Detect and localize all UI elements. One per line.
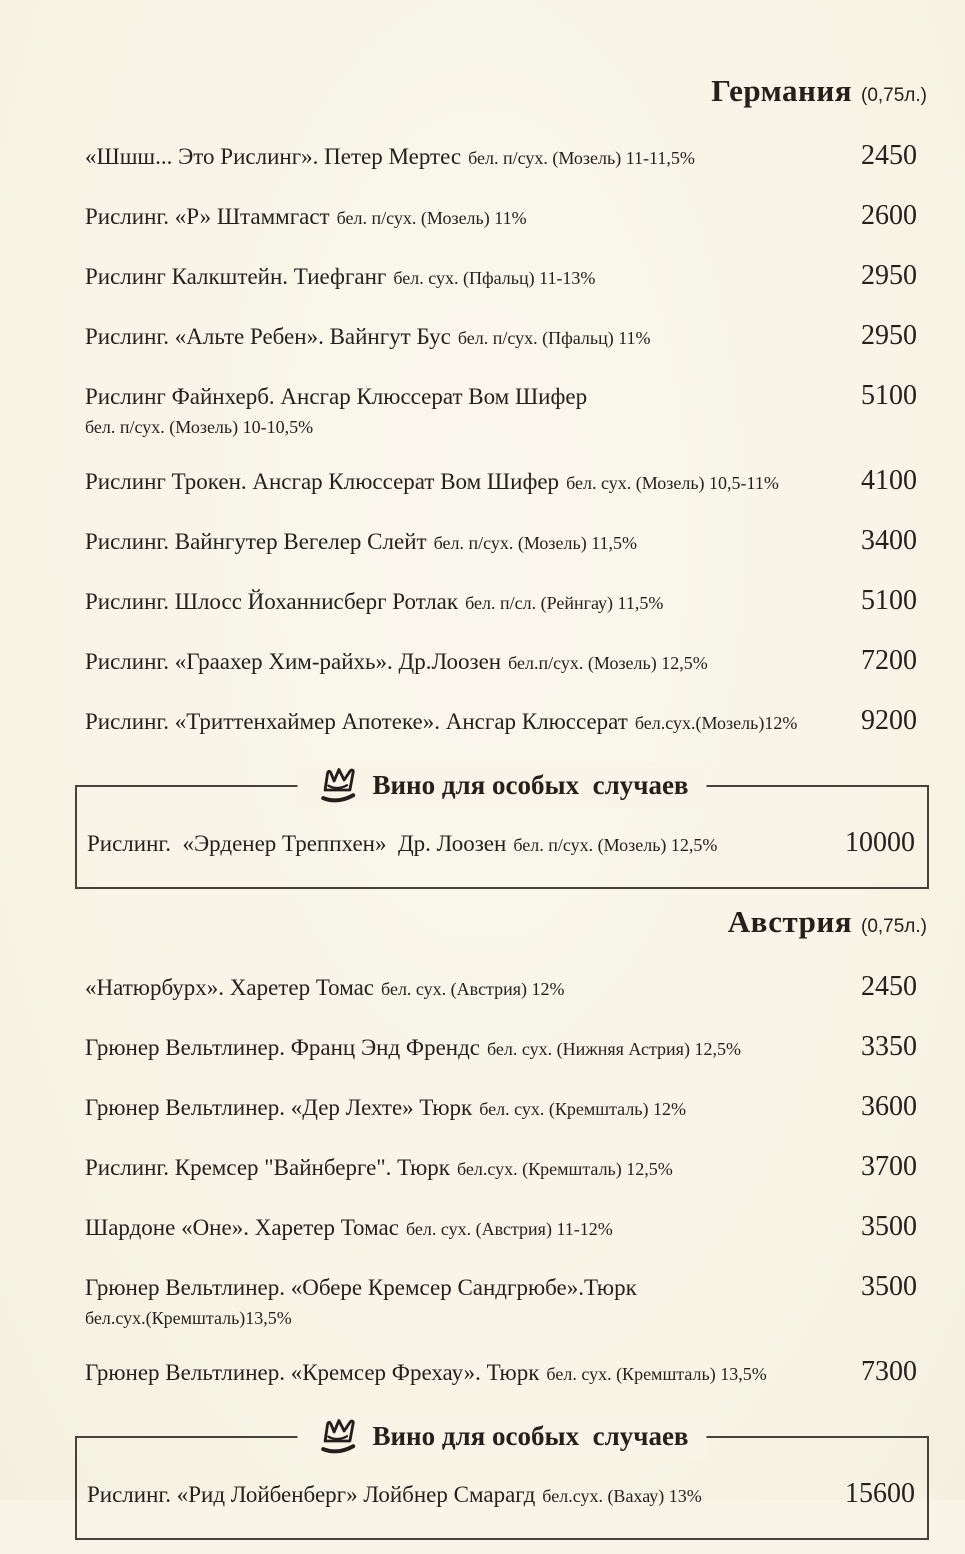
section-volume-label: (0,75л.) [861,916,927,937]
wine-item-row [75,382,929,439]
wine-name-block [85,263,837,294]
wine-name: Рислинг Калкштейн. Тиефганг [85,264,387,289]
wine-item-row [75,202,929,234]
section-volume-label: (0,75л.) [861,85,927,106]
wine-price: 9200 [861,705,917,736]
wine-name-block [85,708,837,739]
wine-name-block [85,588,837,619]
wine-description: бел. сух. (Мозель) 10,5-11% [566,473,779,493]
wine-description: бел. п/сух. (Мозель) 10-10,5% [85,417,314,437]
wine-item-row [75,262,929,294]
wine-name-block [85,648,837,679]
wine-price: 10000 [845,827,915,858]
wine-price: 15600 [845,1478,915,1509]
special-occasion-title-text: Вино для особых случаев [372,769,689,800]
wine-name-block [85,1214,837,1245]
section-title: Германия [711,73,852,108]
wine-item-row [75,142,929,174]
wine-name-block [85,1034,837,1065]
wine-name-block [85,143,837,174]
wine-price: 5100 [861,585,917,616]
wine-price: 2450 [861,971,917,1002]
crown-icon [315,1416,359,1456]
wine-item-row [75,467,929,499]
wine-name-block [85,323,837,354]
wine-name-block [85,1154,837,1185]
special-occasion-items [77,1480,927,1512]
wine-description: бел. сух. (Австрия) 12% [381,979,565,999]
wine-description: бел. сух. (Кремшталь) 12% [479,1099,687,1119]
wine-price: 3350 [861,1031,917,1062]
wine-name: Рислинг. «Р» Штаммгаст [85,204,330,229]
wine-name: Рислинг. «Граахер Хим-райхь». Др.Лоозен [85,649,502,674]
wine-name-block [87,1481,821,1512]
wine-name: Рислинг. Кремсер "Вайнберге". Тюрк [85,1155,450,1180]
wine-name: «Натюрбурх». Харетер Томас [85,975,375,1000]
wine-price: 4100 [861,465,917,496]
wine-name: Грюнер Вельтлинер. «Кремсер Фрехау». Тюрк [85,1360,540,1385]
wine-item-row [75,1033,929,1065]
crown-icon [315,765,359,805]
wine-item-row [77,1480,927,1512]
wine-price: 2950 [861,320,917,351]
wine-description: бел. п/сух. (Мозель) 11-11,5% [468,148,695,168]
wine-item-row [75,1213,929,1245]
wine-name-block [85,528,837,559]
wine-name: Рислинг Файнхерб. Ансгар Клюссерат Вом Шифер [85,384,588,409]
wine-description: бел. п/сух. (Мозель) 12,5% [513,835,718,855]
wine-description: бел.п/сух. (Мозель) 12,5% [508,653,708,673]
wine-name: Рислинг. «Рид Лойбенберг» Лойбнер Смарагд [87,1482,536,1507]
wine-price: 2600 [861,200,917,231]
wine-description: бел. сух. (Австрия) 11-12% [405,1219,613,1239]
special-occasion-title [297,1414,706,1458]
wine-name: Грюнер Вельтлинер. Франц Энд Френдс [85,1035,481,1060]
wine-item-row [75,707,929,739]
wine-item-row [75,1273,929,1330]
wine-description: бел. п/сл. (Рейнгау) 11,5% [465,593,664,613]
wine-price: 7200 [861,645,917,676]
section-header [75,903,929,947]
wine-price: 2450 [861,140,917,171]
wine-price: 3500 [861,1211,917,1242]
wine-price: 5100 [861,380,917,411]
wine-item-row [75,647,929,679]
special-occasion-items [77,829,927,861]
section-title: Австрия [727,904,852,939]
wine-description: бел. п/сух. (Мозель) 11,5% [433,533,638,553]
special-occasion-box [75,769,929,889]
wine-description: бел. сух. (Пфальц) 11-13% [393,268,596,288]
wine-name-block [87,830,821,861]
wine-description: бел.сух. (Вахау) 13% [542,1486,702,1506]
wine-item-row [75,322,929,354]
wine-item-row [75,527,929,559]
wine-name-block [85,468,837,499]
wine-price: 3700 [861,1151,917,1182]
wine-item-row [77,829,927,861]
wine-name-block [85,974,837,1005]
wine-name-block [85,1359,837,1390]
special-occasion-title [297,763,706,807]
spacer [75,889,929,903]
wine-item-row [75,973,929,1005]
wine-item-row [75,1093,929,1125]
wine-name: Грюнер Вельтлинер. «Обере Кремсер Сандгрюбе».Тюрк [85,1275,637,1300]
spacer [75,1540,929,1554]
wine-price: 3400 [861,525,917,556]
wine-name: Рислинг. Шлосс Йоханнисберг Ротлак [85,589,459,614]
wine-name: Рислинг. «Триттенхаймер Апотеке». Ансгар Клюссерат [85,709,628,734]
wine-name-block [85,203,837,234]
special-occasion-box [75,1420,929,1540]
wine-name-block [85,1274,837,1330]
wine-name: Рислинг. «Альте Ребен». Вайнгут Бус [85,324,451,349]
wine-price: 7300 [861,1356,917,1387]
wine-name-block [85,1094,837,1125]
wine-item-row [75,587,929,619]
wine-description: бел.сух.(Кремшталь)13,5% [85,1308,292,1328]
special-occasion-title-text: Вино для особых случаев [372,1420,689,1451]
section-header [75,72,929,116]
wine-description: бел. сух. (Кремшталь) 13,5% [546,1364,767,1384]
wine-name: Рислинг. «Эрденер Треппхен» Др. Лоозен [87,831,507,856]
wine-item-row [75,1153,929,1185]
wine-description: бел. п/сух. (Мозель) 11% [336,208,527,228]
wine-name: «Шшш... Это Рислинг». Петер Мертес [85,144,462,169]
wine-description: бел. п/сух. (Пфальц) 11% [457,328,651,348]
wine-price: 3500 [861,1271,917,1302]
wine-item-row [75,1358,929,1390]
wine-price: 3600 [861,1091,917,1122]
wine-name: Шардоне «Оне». Харетер Томас [85,1215,399,1240]
wine-name: Грюнер Вельтлинер. «Дер Лехте» Тюрк [85,1095,473,1120]
wine-description: бел.сух. (Кремшталь) 12,5% [456,1159,673,1179]
wine-description: бел.сух.(Мозель)12% [634,713,798,733]
wine-description: бел. сух. (Нижняя Астрия) 12,5% [487,1039,741,1059]
wine-name: Рислинг. Вайнгутер Вегелер Слейт [85,529,427,554]
wine-name: Рислинг Трокен. Ансгар Клюссерат Вом Шифер [85,469,560,494]
wine-name-block [85,383,837,439]
wine-price: 2950 [861,260,917,291]
